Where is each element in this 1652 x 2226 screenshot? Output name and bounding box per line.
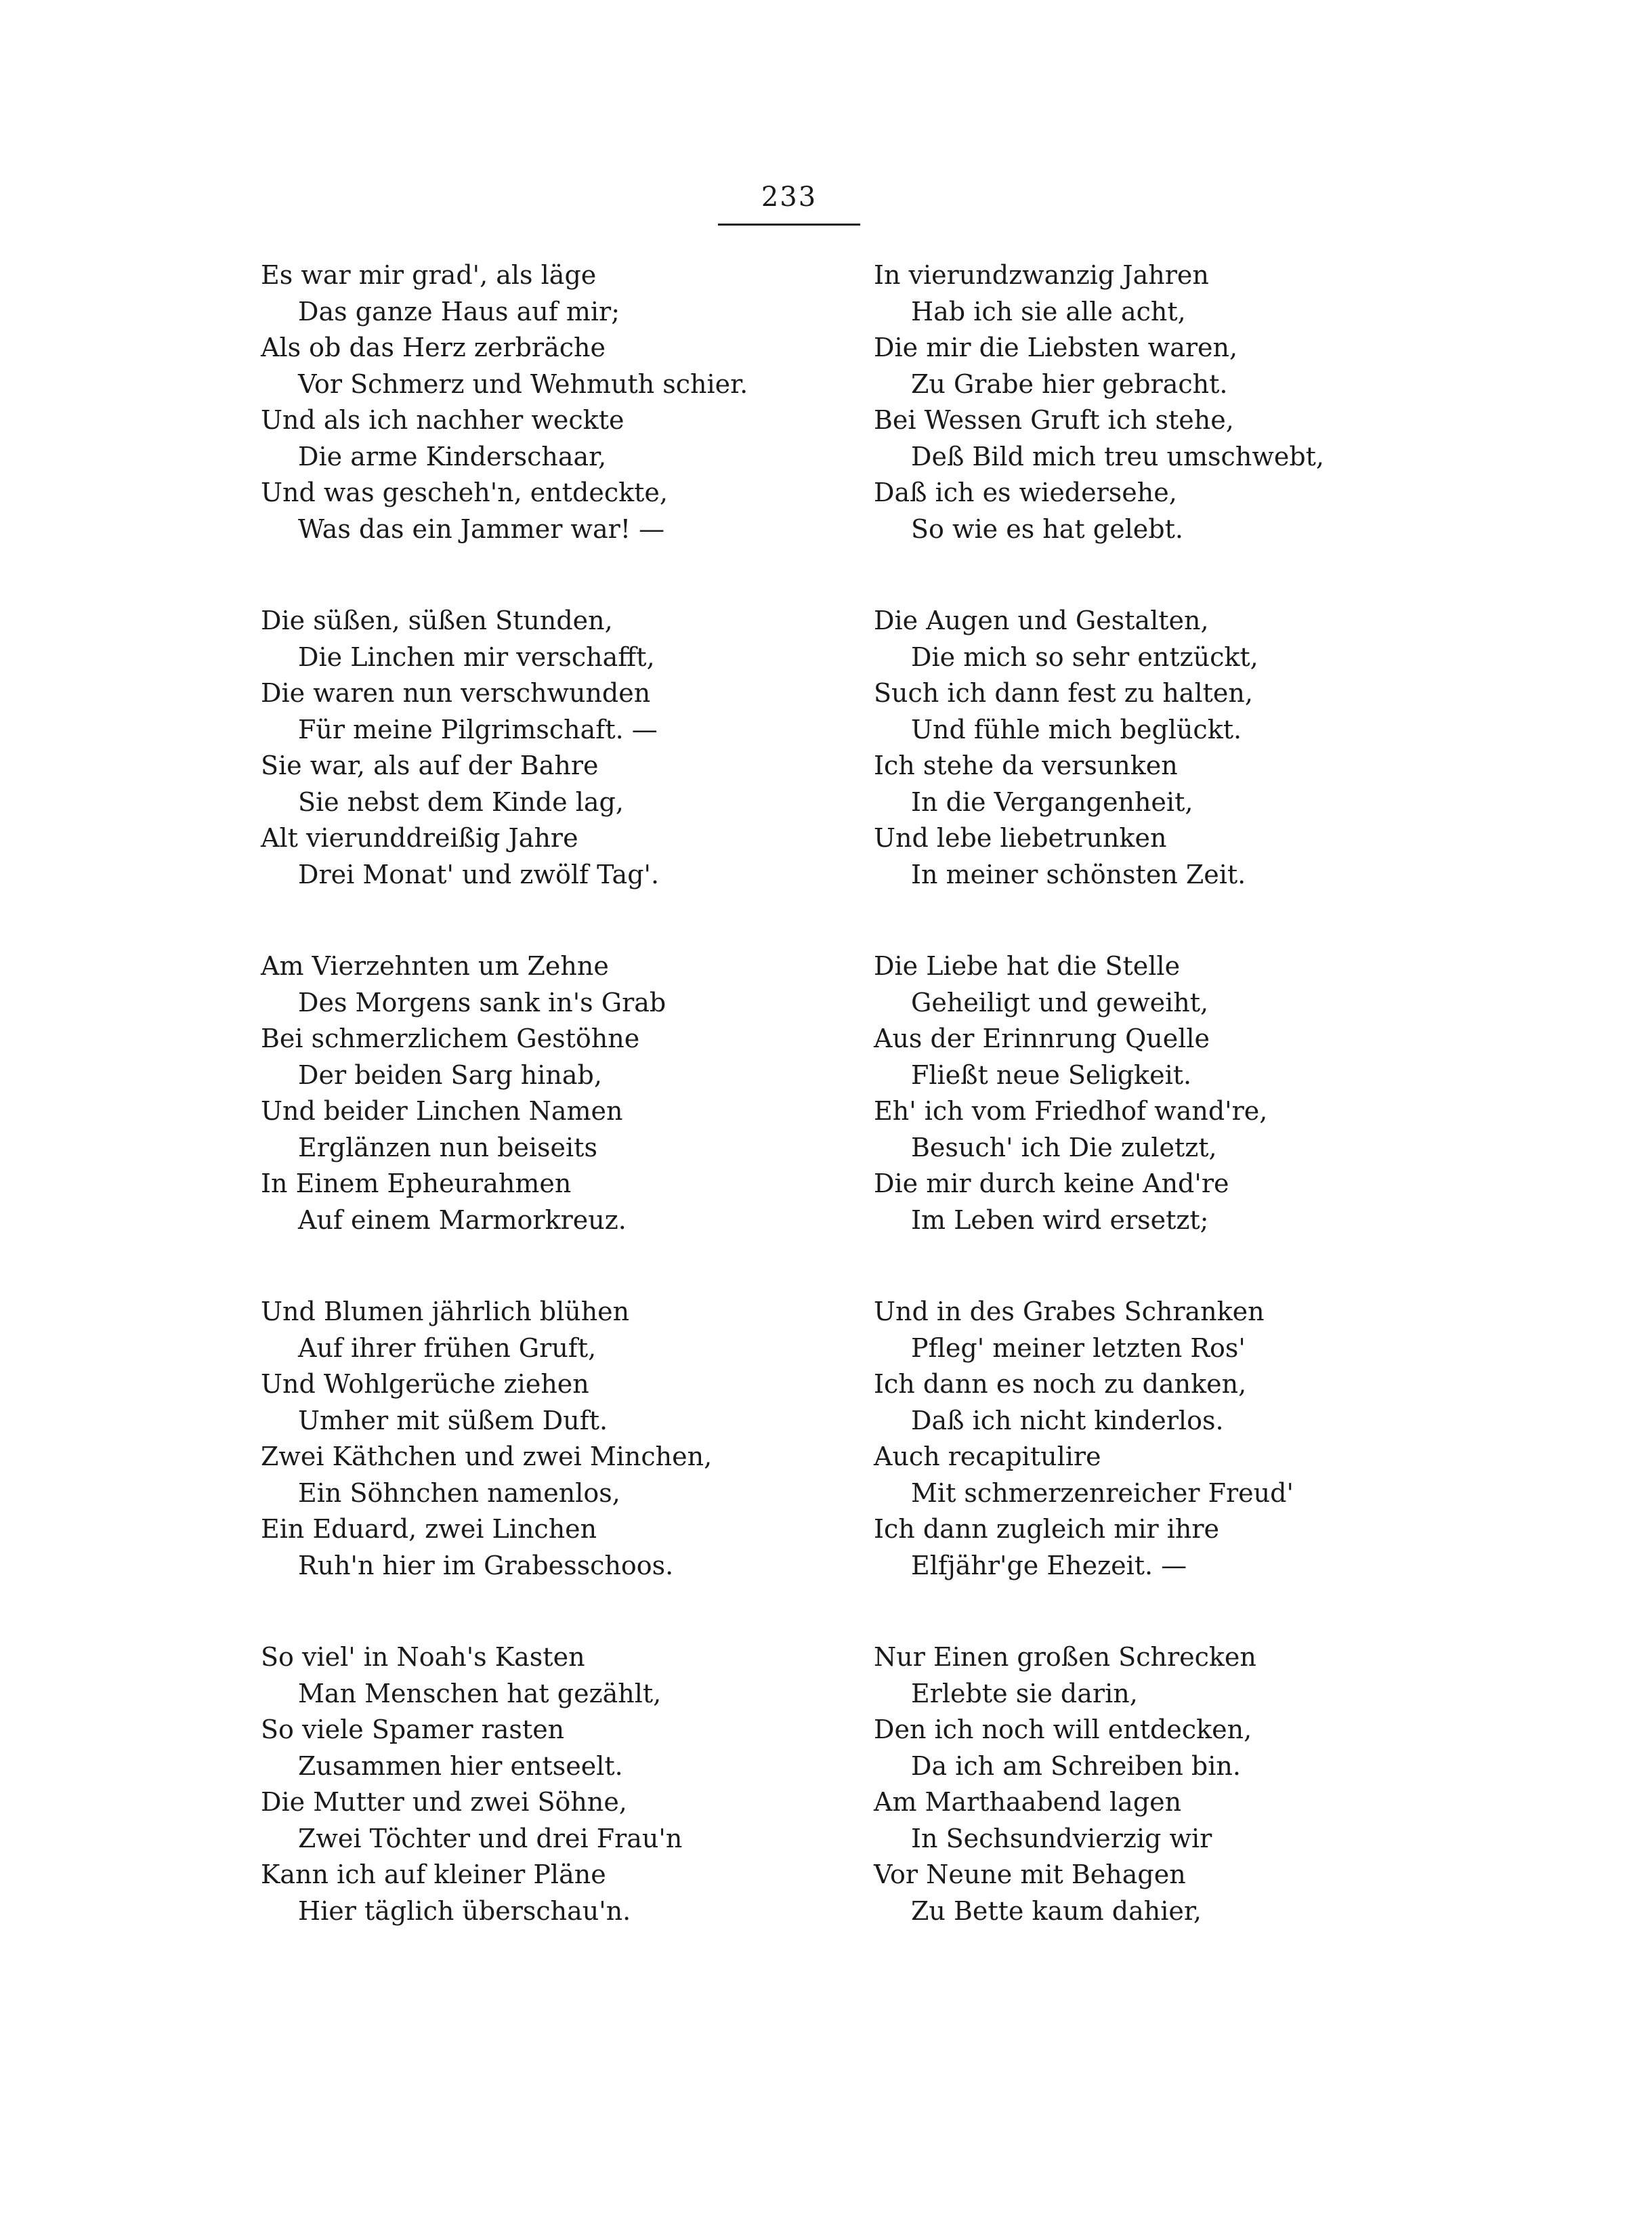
poem-stanza bbox=[874, 948, 1389, 1294]
poem-line: Eh' ich vom Friedhof wand're, bbox=[874, 1096, 1268, 1126]
poem-line: Am Vierzehnten um Zehne bbox=[261, 951, 609, 981]
poem-line: Und lebe liebetrunken bbox=[874, 823, 1167, 853]
poem-line: Zwei Töchter und drei Frau'n bbox=[298, 1823, 683, 1853]
poem-stanza bbox=[261, 948, 776, 1294]
poem-line: Und beider Linchen Namen bbox=[261, 1096, 623, 1126]
right-column bbox=[874, 257, 1389, 1985]
poem-line: Drei Monat' und zwölf Tag'. bbox=[298, 859, 660, 889]
poem-line: Die arme Kinderschaar, bbox=[298, 441, 607, 471]
poem-line: Die mir die Liebsten waren, bbox=[874, 333, 1238, 362]
poem-line: Aus der Erinnrung Quelle bbox=[874, 1024, 1210, 1053]
poem-line: Des Morgens sank in's Grab bbox=[298, 987, 666, 1017]
poem-line: Am Marthaabend lagen bbox=[874, 1787, 1182, 1817]
poem-line: Fließt neue Seligkeit. bbox=[911, 1059, 1192, 1090]
poem-line: Und Wohlgerüche ziehen bbox=[261, 1369, 589, 1399]
poem-line: Such ich dann fest zu halten, bbox=[874, 678, 1253, 708]
poem-line: Und als ich nachher weckte bbox=[261, 405, 624, 435]
poem-line: Das ganze Haus auf mir; bbox=[298, 296, 620, 327]
poem-line: Vor Neune mit Behagen bbox=[874, 1860, 1186, 1889]
poem-line: Und fühle mich beglückt. bbox=[911, 714, 1242, 744]
poem-line: Ich dann zugleich mir ihre bbox=[874, 1514, 1220, 1544]
poem-line: Die mir durch keine And're bbox=[874, 1169, 1229, 1198]
poem-line: Bei Wessen Gruft ich stehe, bbox=[874, 405, 1234, 435]
poem-line: Auf ihrer frühen Gruft, bbox=[298, 1332, 597, 1363]
poem-line: Daß ich es wiedersehe, bbox=[874, 478, 1177, 507]
poem-line: Pfleg' meiner letzten Ros' bbox=[911, 1332, 1246, 1363]
poem-line: Den ich noch will entdecken, bbox=[874, 1715, 1252, 1744]
poem-line: Sie war, als auf der Bahre bbox=[261, 751, 599, 780]
poem-line: Die waren nun verschwunden bbox=[261, 678, 651, 708]
poem-line: In Einem Epheurahmen bbox=[261, 1169, 572, 1198]
poem-line: Deß Bild mich treu umschwebt, bbox=[911, 441, 1325, 471]
poem-line: Ich dann es noch zu danken, bbox=[874, 1369, 1247, 1399]
poem-line: Alt vierunddreißig Jahre bbox=[261, 823, 578, 853]
poem-line: Erlebte sie darin, bbox=[911, 1678, 1138, 1708]
poem-line: Und Blumen jährlich blühen bbox=[261, 1297, 630, 1326]
poem-line: Zwei Käthchen und zwei Minchen, bbox=[261, 1442, 713, 1471]
poem-stanza bbox=[261, 603, 776, 948]
poem-line: Und in des Grabes Schranken bbox=[874, 1297, 1265, 1326]
poem-line: Die Augen und Gestalten, bbox=[874, 606, 1209, 635]
poem-line: Die Linchen mir verschafft, bbox=[298, 642, 655, 672]
poem-line: Mit schmerzenreicher Freud' bbox=[911, 1477, 1294, 1508]
poem-line: In meiner schönsten Zeit. bbox=[911, 859, 1246, 889]
poem-line: Besuch' ich Die zuletzt, bbox=[911, 1132, 1217, 1162]
poem-line: Die Mutter und zwei Söhne, bbox=[261, 1787, 627, 1817]
poem-line: Die Liebe hat die Stelle bbox=[874, 951, 1181, 981]
poem-line: Als ob das Herz zerbräche bbox=[261, 333, 606, 362]
poem-line: Vor Schmerz und Wehmuth schier. bbox=[298, 369, 748, 399]
poem-line: Zu Bette kaum dahier, bbox=[911, 1895, 1202, 1926]
poem-line: So viele Spamer rasten bbox=[261, 1715, 565, 1744]
poem-line: Ein Söhnchen namenlos, bbox=[298, 1477, 620, 1508]
poem-line: Daß ich nicht kinderlos. bbox=[911, 1405, 1224, 1435]
poem-line: Ein Eduard, zwei Linchen bbox=[261, 1514, 597, 1544]
poem-line: Die mich so sehr entzückt, bbox=[911, 642, 1258, 672]
poem-line: Ruh'n hier im Grabesschoos. bbox=[298, 1550, 674, 1580]
poem-line: Auf einem Marmorkreuz. bbox=[298, 1204, 627, 1235]
poem-stanza bbox=[874, 257, 1389, 603]
poem-line: Hier täglich überschau'n. bbox=[298, 1895, 631, 1926]
poem-line: Da ich am Schreiben bin. bbox=[911, 1750, 1241, 1781]
poem-stanza bbox=[874, 1294, 1389, 1639]
poem-line: In vierundzwanzig Jahren bbox=[874, 260, 1209, 290]
poem-line: So viel' in Noah's Kasten bbox=[261, 1642, 585, 1672]
poem-line: Auch recapitulire bbox=[874, 1442, 1101, 1471]
poem-line: Kann ich auf kleiner Pläne bbox=[261, 1860, 606, 1889]
poem-line: Sie nebst dem Kinde lag, bbox=[298, 786, 624, 817]
poem-line: Zu Grabe hier gebracht. bbox=[911, 369, 1228, 399]
poem-line: Und was gescheh'n, entdeckte, bbox=[261, 478, 668, 507]
poem-line: Die süßen, süßen Stunden, bbox=[261, 606, 613, 635]
poem-line: Was das ein Jammer war! — bbox=[298, 513, 665, 544]
poem-line: Für meine Pilgrimschaft. — bbox=[298, 714, 658, 744]
poem-stanza bbox=[261, 257, 776, 603]
poem-line: Bei schmerzlichem Gestöhne bbox=[261, 1024, 640, 1053]
poem-line: Umher mit süßem Duft. bbox=[298, 1405, 608, 1435]
poem-stanza bbox=[874, 1639, 1389, 1985]
poem-line: In die Vergangenheit, bbox=[911, 786, 1193, 817]
poem-stanza bbox=[874, 603, 1389, 948]
page-number-rule bbox=[718, 224, 860, 226]
poem-line: Zusammen hier entseelt. bbox=[298, 1750, 623, 1781]
poem-line: Elfjähr'ge Ehezeit. — bbox=[911, 1550, 1187, 1580]
page-number: 233 bbox=[761, 182, 818, 213]
poem-line: Es war mir grad', als läge bbox=[261, 260, 597, 290]
poem-line: In Sechsundvierzig wir bbox=[911, 1823, 1212, 1853]
poem-line: Erglänzen nun beiseits bbox=[298, 1132, 597, 1162]
left-column bbox=[261, 257, 776, 1985]
poem-line: Hab ich sie alle acht, bbox=[911, 296, 1186, 327]
poem-line: Nur Einen großen Schrecken bbox=[874, 1642, 1256, 1672]
poem-stanza bbox=[261, 1294, 776, 1639]
poem-line: Der beiden Sarg hinab, bbox=[298, 1059, 602, 1090]
poem-stanza bbox=[261, 1639, 776, 1985]
poem-line: So wie es hat gelebt. bbox=[911, 513, 1183, 544]
poem-line: Ich stehe da versunken bbox=[874, 751, 1178, 780]
poem-line: Geheiligt und geweiht, bbox=[911, 987, 1209, 1017]
poem-line: Im Leben wird ersetzt; bbox=[911, 1204, 1209, 1235]
poem-line: Man Menschen hat gezählt, bbox=[298, 1678, 662, 1708]
